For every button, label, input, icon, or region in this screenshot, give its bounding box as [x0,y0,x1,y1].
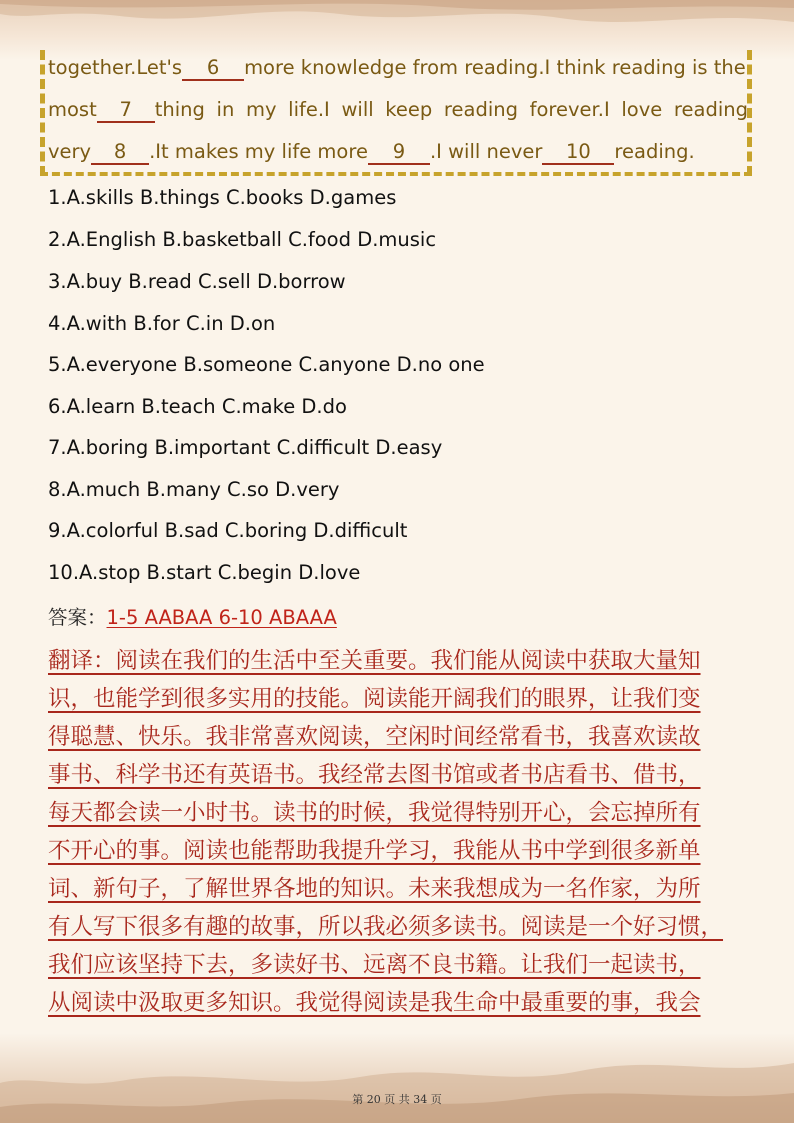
passage-word: most 7 thing [48,98,205,121]
passage-line-1 [48,56,748,81]
page-footer: 第 20 页 共 34 页 [352,1093,442,1106]
translation-line-3: 得聪慧、快乐。我非常喜欢阅读，空闲时间经常看书，我喜欢读故 [48,724,701,750]
translation-line-4: 事书、科学书还有英语书。我经常去图书馆或者书店看书、借书， [48,762,701,788]
translation-line-6: 不开心的事。阅读也能帮助我提升学习，我能从书中学到很多新单 [48,838,701,864]
option-line-6: 6.A.learn B.teach C.make D.do [48,395,347,418]
option-line-4: 4.A.with B.for C.in D.on [48,312,276,335]
passage-word: reading [673,98,748,121]
translation-line-10: 从阅读中汲取更多知识。我觉得阅读是我生命中最重要的事，我会 [48,990,701,1016]
passage-word: life.I [288,98,330,121]
answer-line [48,602,337,630]
passage-word: in [216,98,235,121]
passage-text: more knowledge from reading.I think reading is the [244,56,746,79]
translation-line-5: 每天都会读一小时书。读书的时候，我觉得特别开心，会忘掉所有 [48,800,701,826]
translation-line-1: 翻译：阅读在我们的生活中至关重要。我们能从阅读中获取大量知 [48,648,701,674]
passage-text: very [48,140,92,163]
option-line-8: 8.A.much B.many C.so D.very [48,478,340,501]
passage-text: together.Let's [48,56,183,79]
option-line-3: 3.A.buy B.read C.sell D.borrow [48,270,346,293]
option-line-1: 1.A.skills B.things C.books D.games [48,186,397,209]
option-line-5: 5.A.everyone B.someone C.anyone D.no one [48,353,485,376]
translation-line-9: 我们应该坚持下去，多读好书、远离不良书籍。让我们一起读书， [48,952,701,978]
blank-10: 10 [542,140,614,165]
translation-line-7: 词、新句子，了解世界各地的知识。未来我想成为一名作家，为所 [48,876,701,902]
passage-line-3 [48,140,748,165]
passage-word: love [621,98,663,121]
passage-text: .I will never [429,140,543,163]
passage-word: my [245,98,277,121]
option-line-9: 9.A.colorful B.sad C.boring D.difficult [48,519,408,542]
passage-word: keep [385,98,433,121]
translation-line-2: 识，也能学到很多实用的技能。阅读能开阔我们的眼界，让我们变 [48,686,701,712]
option-line-7: 7.A.boring B.important C.difficult D.easy [48,436,443,459]
passage-word: will [341,98,374,121]
answer-key: 1-5 AABAA 6-10 ABAAA [106,606,337,629]
passage-text: reading. [614,140,695,163]
bottom-decoration [0,1033,794,1123]
blank-6: 6 [182,56,244,81]
blank-7: 7 [97,98,155,123]
passage-text: .It makes my life more [149,140,368,163]
answer-label: 答案： [48,606,107,629]
translation-line-8: 有人写下很多有趣的故事，所以我必须多读书。阅读是一个好习惯， [48,914,724,940]
blank-8: 8 [91,140,149,165]
passage-line-2 [48,98,748,123]
option-line-10: 10.A.stop B.start C.begin D.love [48,561,361,584]
blank-9: 9 [368,140,430,165]
option-line-2: 2.A.English B.basketball C.food D.music [48,228,437,251]
passage-word: forever.I [529,98,610,121]
passage-word: reading [443,98,518,121]
